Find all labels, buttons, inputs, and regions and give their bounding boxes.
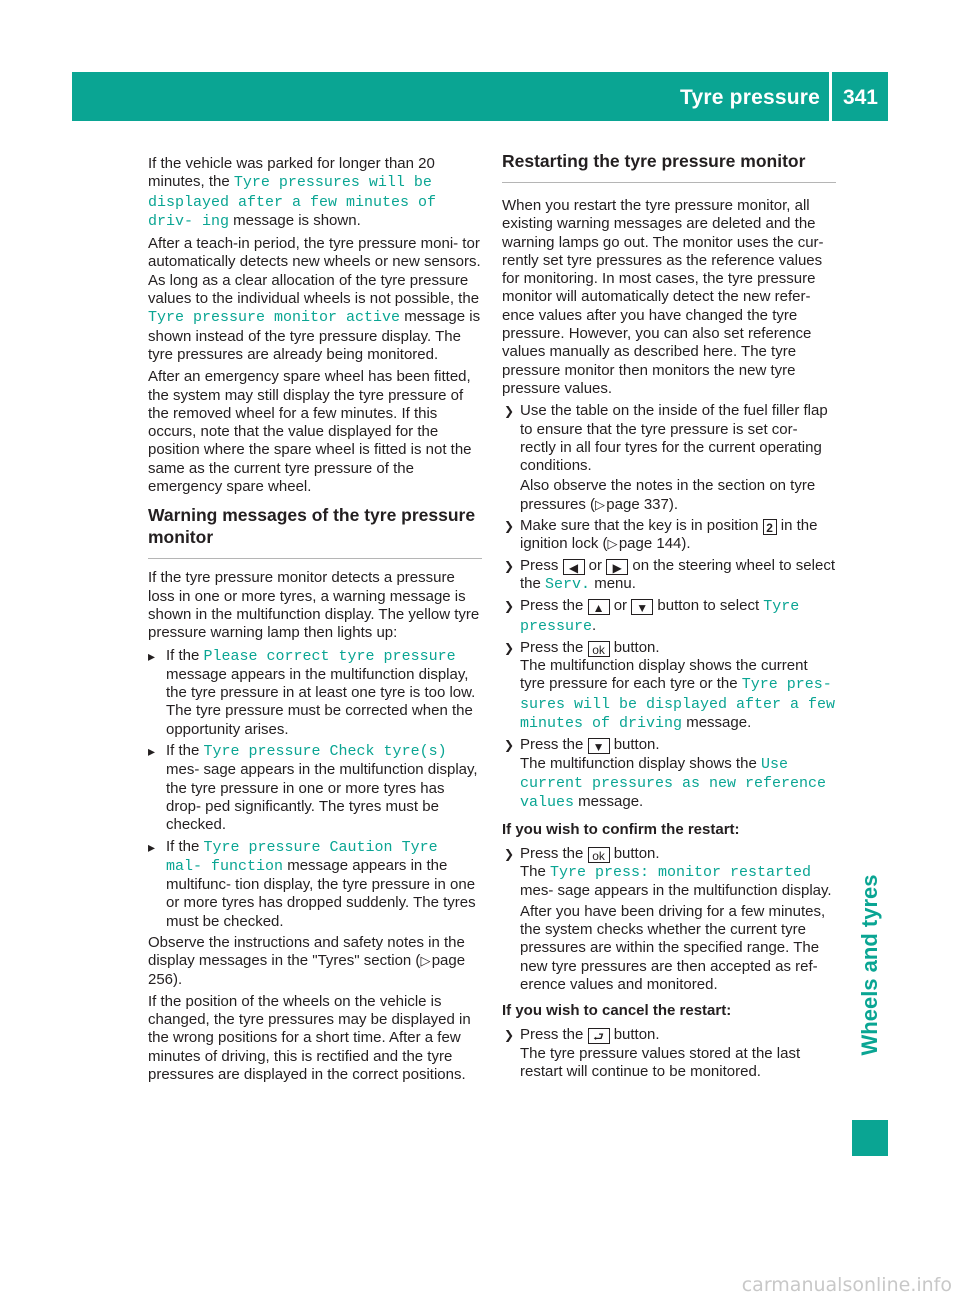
display-message: Tyre pressure Caution Tyre mal‐ function (166, 838, 438, 875)
display-message: Tyre pressures will be displayed after a few minutes of driv‐ ing (148, 174, 437, 230)
display-message: Serv. (545, 575, 591, 593)
ok-button-icon: ok (588, 847, 610, 863)
display-message: Tyre pressure (520, 598, 800, 635)
right-arrow-button-icon: ▶ (606, 559, 628, 575)
instruction-step: ❯ Press the ok button. The multifunction display shows the current tyre pressure for each tyre or the Tyre pres‐ sures will be displayed after a few minutes of driving message. (502, 639, 836, 733)
page-reference[interactable]: page 337 (606, 495, 669, 513)
instruction-step: ❯ Use the table on the inside of the fuel filler flap to ensure that the tyre pressure is set cor- rectly in all four tyres for the current operating conditions. Also observe the notes in the section on tyre pressures (▷ page 337). (502, 402, 836, 514)
list-item: ▸ If the Tyre pressure Check tyre(s) mes- sage appears in the multifunction display, the tyre pressure in one or more tyres has drop- ped significantly. The tyres must be checked. (148, 742, 482, 834)
paragraph: If the position of the wheels on the vehicle is changed, the tyre pressures may be displayed in the wrong positions for a short time. After a few minutes of driving, this is rectified and the tyre pressures are displayed in the correct positions. (148, 992, 471, 1084)
right-column (502, 150, 836, 1084)
subheading: If you wish to cancel the restart: (502, 1002, 732, 1020)
instruction-step: ❯ Press ◀ or ▶ on the steering wheel to select the Serv. menu. (502, 557, 836, 595)
display-message: Tyre pressure monitor active (148, 309, 401, 327)
paragraph: Observe the instructions and safety notes in the display messages in the "Tyres" section (▷ page 256). (148, 933, 466, 988)
instruction-step: ❯ Make sure that the key is in position 2 in the ignition lock (▷ page 144). (502, 517, 836, 554)
instruction-step: ❯ Press the ▲ or ▼ button to select Tyre pressure. (502, 597, 836, 636)
page-reference[interactable]: page 144 (618, 535, 682, 553)
instruction-step: ❯ Press the ⮐ button. The tyre pressure values stored at the last restart will continue to be monitored. (502, 1026, 836, 1081)
instruction-step: ❯ Press the ▼ button. The multifunction display shows the Use current pressures as new reference values message. (502, 736, 836, 812)
paragraph: After a teach-in period, the tyre pressure moni- tor automatically detects new wheels or new sensors. As long as a clear allocation of the tyre pressure values to the individual wheels is not possible, the Tyre pressure monitor active message is shown instead of the tyre pressure display. The tyre pressures are already being monitored. (148, 235, 481, 363)
ok-button-icon: ok (588, 641, 610, 657)
paragraph: After an emergency spare wheel has been fitted, the system may still display the tyre pressure of the removed wheel for a few minutes. If this occurs, note that the value displayed for the position where the spare wheel is fitted is not the same as the current tyre pressure of the emergency spare wheel. (148, 368, 472, 496)
chapter-tab (852, 830, 888, 1100)
display-message: Tyre pres‐ sures will be displayed after a few minutes of driving (520, 676, 836, 733)
paragraph: If the vehicle was parked for longer than 20 minutes, the Tyre pressures will be displayed after a few minutes of driv‐ ing message is shown. (148, 155, 437, 230)
page-number: 341 (842, 86, 878, 109)
up-arrow-button-icon: ▲ (588, 599, 610, 615)
paragraph: When you restart the tyre pressure monitor, all existing warning messages are deleted and the warning lamps go out. The monitor uses the cur- rently set tyre pressures as the reference values for monitoring. In most cases, the tyre pressure monitor will automatically detect the new refer- ence values after you have changed the tyre pressure. However, you can also set reference values manually as described here. The tyre pressure monitor then monitors the new tyre pressure values. (502, 197, 824, 397)
page-reference-icon: ▷ (595, 496, 606, 512)
footer-watermark[interactable]: carmanualsonline.info (741, 1274, 952, 1296)
chapter-tab-marker (852, 1120, 888, 1156)
left-arrow-button-icon: ◀ (563, 559, 585, 575)
down-arrow-button-icon: ▼ (631, 599, 653, 615)
page-header (72, 72, 888, 121)
page-reference-icon: ▷ (607, 536, 618, 552)
subheading: If you wish to confirm the restart: (502, 820, 740, 838)
left-column (148, 155, 482, 1088)
list-item: ▸ If the Tyre pressure Caution Tyre mal‐ function message appears in the multifunc- tion display, the tyre pressure in one or more tyres has dropped suddenly. The tyres must be checked. (148, 838, 482, 931)
down-arrow-button-icon: ▼ (588, 738, 610, 754)
section-heading: Warning messages of the tyre pressure monitor (148, 504, 482, 559)
paragraph: If the tyre pressure monitor detects a pressure loss in one or more tyres, a warning message is shown in the multifunction display. The yellow tyre pressure warning lamp then lights up: (148, 569, 480, 642)
display-message: Please correct tyre pressure (203, 647, 456, 665)
section-title: Tyre pressure (680, 86, 820, 109)
display-message: Tyre pressure Check tyre(s) (203, 743, 447, 761)
page-reference[interactable]: page 256 (148, 952, 466, 988)
key-position-2-icon: 2 (763, 519, 777, 535)
header-divider (829, 72, 832, 121)
page-reference-icon: ▷ (420, 953, 431, 969)
section-heading: Restarting the tyre pressure monitor (502, 150, 836, 183)
back-button-icon: ⮐ (588, 1028, 610, 1044)
display-message: Use current pressures as new reference values (520, 755, 827, 812)
chapter-tab-label: Wheels and tyres (857, 874, 882, 1056)
instruction-step: ❯ Press the ok button. The Tyre press: monitor restarted mes- sage appears in the multifunction display. After you have been driving for a few minutes, the system checks whether the current tyre pressures are within the specified range. The new tyre pressures are then accepted as ref- erence values and monitored. (502, 845, 836, 994)
list-item: ▸ If the Please correct tyre pressure message appears in the multifunction display, the tyre pressure in at least one tyre is too low. The tyre pressure must be corrected when the opportunity arises. (148, 647, 482, 739)
display-message: Tyre press: monitor restarted (550, 864, 812, 882)
